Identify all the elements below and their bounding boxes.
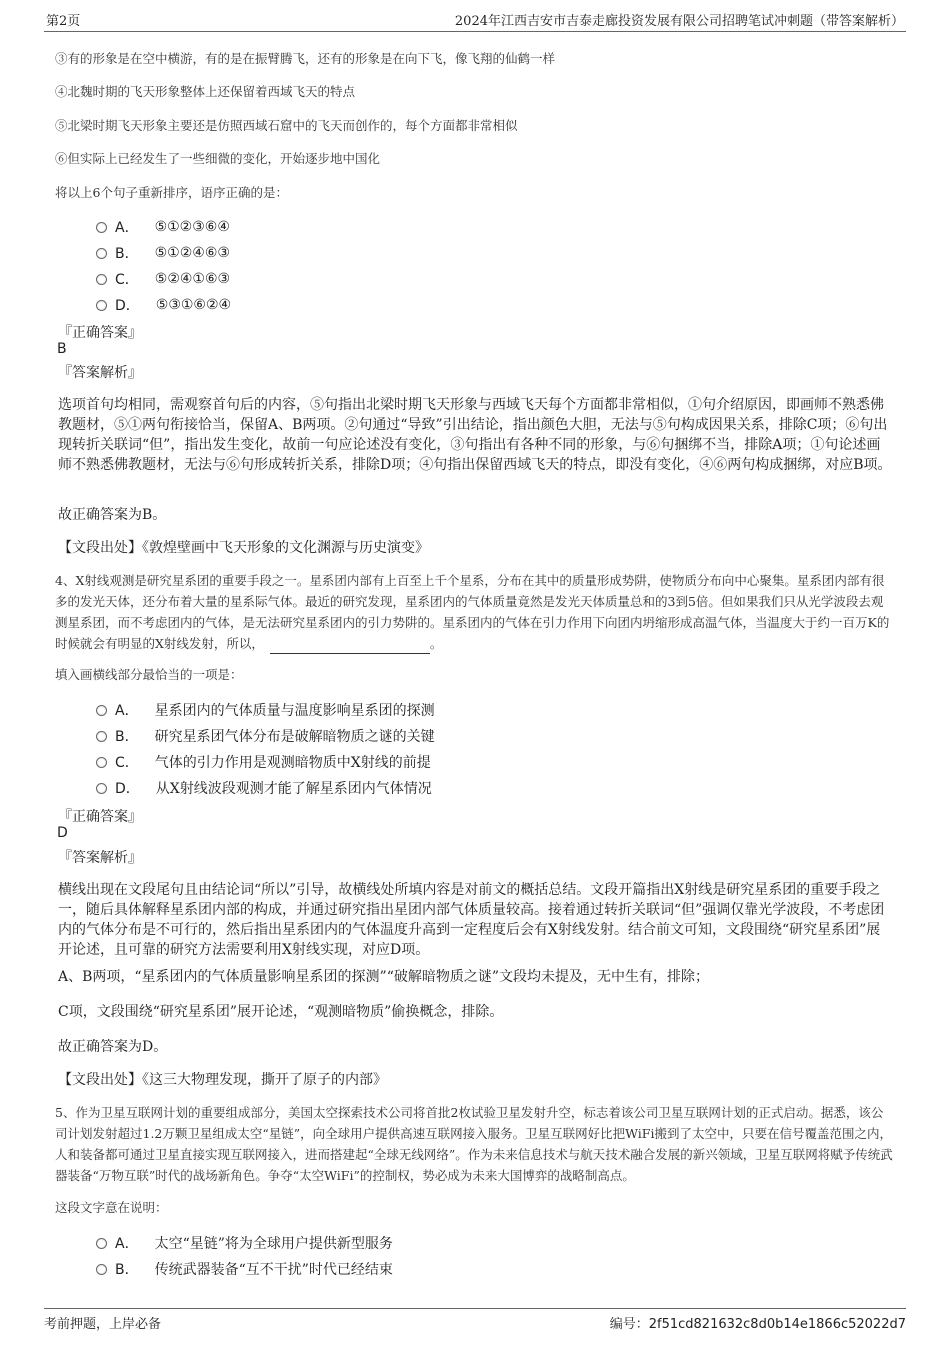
analysis-tag: 『答案解析』 bbox=[58, 850, 142, 866]
source-citation: 【文段出处】《这三大物理发现，撕开了原子的内部》 bbox=[58, 1072, 387, 1088]
option-b[interactable]: B． ⑤①②④⑥③ bbox=[96, 243, 230, 263]
option-d[interactable]: D． 从X射线波段观测才能了解星系团内气体情况 bbox=[96, 778, 432, 798]
radio-icon[interactable] bbox=[96, 274, 107, 285]
option-a[interactable]: A． ⑤①②③⑥④ bbox=[96, 217, 230, 237]
question-prompt: 填入画横线部分最恰当的一项是： bbox=[55, 667, 243, 682]
analysis-text: 横线出现在文段尾句且由结论词“所以”引导，故横线处所填内容是对前文的概括总结。文段开篇指出X射线是研究星系团的重要手段之一，随后具体解释星系团内部的构成，并通过研究指出星团内部气体质量较高。接着通过转折关联词“但”强调仅靠光学波段，不考虑团内的气体分布是不可行的，然后指出星系团内的气体温度升高到一定程度后会有X射线发射。结合前文可知，文段围绕“研究星系团”展开论述，且可靠的研究方法需要利用X射线实现，对应D项。 bbox=[58, 882, 885, 958]
sentence-6: ⑥但实际上已经发生了一些细微的变化，开始逐步地中国化 bbox=[55, 151, 381, 166]
footer-divider bbox=[44, 1308, 906, 1309]
document-title: 2024年江西吉安市吉泰走廊投资发展有限公司招聘笔试冲刺题（带答案解析） bbox=[454, 14, 904, 29]
analysis-text: 选项首句均相同，需观察首句后的内容，⑤句指出北梁时期飞天形象与西域飞天每个方面都非常相似，①句介绍原因，即画师不熟悉佛教题材，⑤①两句衔接恰当，保留A、B两项。②句通过“导致”引出结论，指出颜色大胆，无法与⑤句构成因果关系，排除C项；⑥句出现转折关联词“但”，指出发生变化，故前一句应论述没有变化，③句指出有各种不同的形象，与⑥句捆绑不当，排除A项；①句论述画师不熟悉佛教题材，无法与⑥句形成转折关系，排除D项；④句指出保留西域飞天的特点，即没有变化，④⑥两句构成捆绑，对应B项。 bbox=[58, 397, 892, 473]
question-prompt: 将以上6个句子重新排序，语序正确的是： bbox=[55, 185, 288, 200]
question-prompt: 这段文字意在说明： bbox=[55, 1200, 168, 1215]
sentence-3: ③有的形象是在空中横游，有的是在振臂腾飞，还有的形象是在向下飞，像飞翔的仙鹤一样 bbox=[55, 51, 556, 66]
radio-icon[interactable] bbox=[96, 705, 107, 716]
option-c[interactable]: C． ⑤②④①⑥③ bbox=[96, 269, 230, 289]
option-a[interactable]: A． 太空“星链”将为全球用户提供新型服务 bbox=[96, 1233, 393, 1253]
question-stem: 5、作为卫星互联网计划的重要组成部分，美国太空探索技术公司将首批2枚试验卫星发射升空，标志着该公司卫星互联网计划的正式启动。据悉，该公司计划发射超过1.2万颗卫星组成太空“星链”，向全球用户提供高速互联网接入服务。卫星互联网好比把WiFi搬到了太空中，只要在信号覆盖范围之内，人和装备都可通过卫星直接实现互联网接入，进而搭建起“全球无线网络”。作为未来信息技术与航天技术融合发展的新兴领域，卫星互联网将赋予传统武器装备“万物互联”时代的战场新角色。争夺“太空WiFi”的控制权，势必成为未来大国博弈的战略制高点。 bbox=[55, 1105, 893, 1183]
correct-answer: D bbox=[57, 825, 68, 841]
option-c[interactable]: C． 气体的引力作用是观测暗物质中X射线的前提 bbox=[96, 752, 431, 772]
answer-tag: 『正确答案』 bbox=[58, 809, 142, 825]
document-code: 编号：2f51cd821632c8d0b14e1866c52022d7 bbox=[609, 1317, 906, 1332]
sentence-4: ④北魏时期的飞天形象整体上还保留着西域飞天的特点 bbox=[55, 84, 356, 99]
analysis-text: C项，文段围绕“研究星系团”展开论述，“观测暗物质”偷换概念，排除。 bbox=[58, 1004, 504, 1020]
option-d[interactable]: D． ⑤③①⑥②④ bbox=[96, 295, 231, 315]
option-a[interactable]: A． 星系团内的气体质量与温度影响星系团的探测 bbox=[96, 700, 435, 720]
radio-icon[interactable] bbox=[96, 248, 107, 259]
radio-icon[interactable] bbox=[96, 731, 107, 742]
radio-icon[interactable] bbox=[96, 757, 107, 768]
radio-icon[interactable] bbox=[96, 300, 107, 311]
conclusion: 故正确答案为D。 bbox=[58, 1039, 168, 1055]
radio-icon[interactable] bbox=[96, 1264, 107, 1275]
analysis-text: A、B两项，“星系团内的气体质量影响星系团的探测”“破解暗物质之谜”文段均未提及，无中生有，排除； bbox=[58, 969, 710, 985]
answer-tag: 『正确答案』 bbox=[58, 325, 142, 341]
page-number: 第2页 bbox=[46, 14, 81, 29]
question-stem: 4、X射线观测是研究星系团的重要手段之一。星系团内部有上百至上千个星系，分布在其中的质量形成势阱，使物质分布向中心聚集。星系团内部有很多的发光天体，还分布着大量的星系际气体。最近的研究发现，星系团内的气体质量竟然是发光天体质量总和的3到5倍。但如果我们只从光学波段去观测星系团，而不考虑团内的气体，是无法研究星系团内的引力势阱的。星系团内的气体在引力作用下向团内坍缩形成高温气体，当温度大于约一百万K的时候就会有明显的X射线发射，所以， 。 bbox=[55, 570, 895, 654]
analysis-tag: 『答案解析』 bbox=[58, 365, 142, 381]
header-divider bbox=[44, 31, 906, 32]
radio-icon[interactable] bbox=[96, 783, 107, 794]
option-b[interactable]: B． 传统武器装备“互不干扰”时代已经结束 bbox=[96, 1259, 393, 1279]
correct-answer: B bbox=[57, 341, 67, 357]
source-citation: 【文段出处】《敦煌壁画中飞天形象的文化渊源与历史演变》 bbox=[58, 540, 429, 556]
fill-blank[interactable] bbox=[270, 641, 430, 654]
option-b[interactable]: B． 研究星系团气体分布是破解暗物质之谜的关键 bbox=[96, 726, 435, 746]
conclusion: 故正确答案为B。 bbox=[58, 507, 167, 523]
sentence-5: ⑤北梁时期飞天形象主要还是仿照西域石窟中的飞天而创作的，每个方面都非常相似 bbox=[55, 118, 518, 133]
radio-icon[interactable] bbox=[96, 1238, 107, 1249]
radio-icon[interactable] bbox=[96, 222, 107, 233]
footer-slogan: 考前押题，上岸必备 bbox=[44, 1317, 162, 1332]
